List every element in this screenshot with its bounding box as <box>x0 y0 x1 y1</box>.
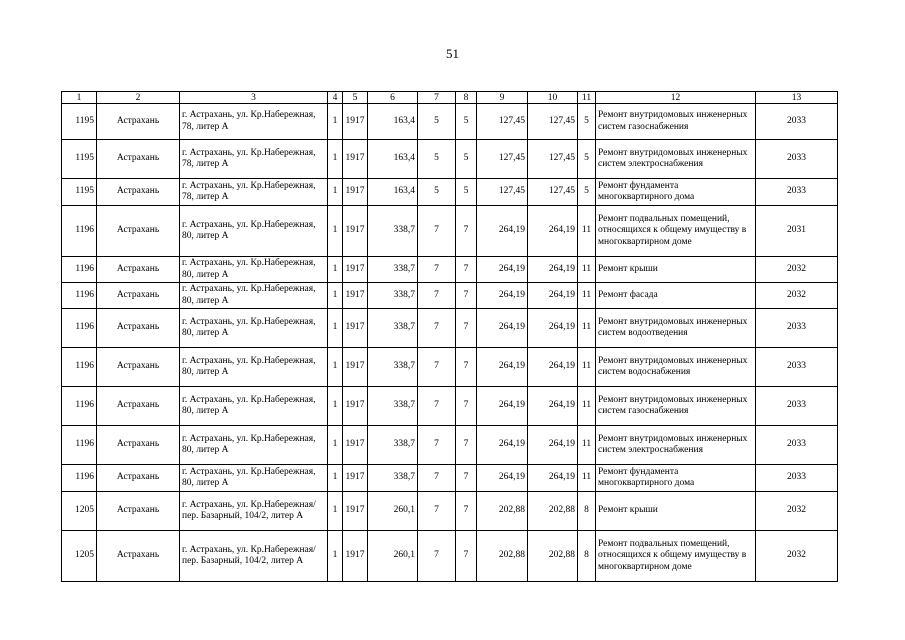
cell-city: Астрахань <box>97 492 180 531</box>
page-number: 51 <box>446 46 459 61</box>
cell-city: Астрахань <box>97 257 180 283</box>
cell-term: 2033 <box>756 140 838 179</box>
cell-address: г. Астрахань, ул. Кр.Набережная, 80, литер А <box>180 426 328 465</box>
cell-year: 1917 <box>343 348 368 387</box>
cell-year: 1917 <box>343 387 368 426</box>
cell-c10: 264,19 <box>528 283 578 309</box>
table-row <box>62 309 838 348</box>
cell-c9: 264,19 <box>477 348 528 387</box>
table-row <box>62 426 838 465</box>
cell-year: 1917 <box>343 179 368 206</box>
table-body <box>62 104 838 582</box>
cell-area: 338,7 <box>368 257 418 283</box>
cell-c9: 264,19 <box>477 387 528 426</box>
cell-c9: 264,19 <box>477 206 528 257</box>
cell-address: г. Астрахань, ул. Кр.Набережная, 80, литер А <box>180 309 328 348</box>
cell-year: 1917 <box>343 104 368 140</box>
cell-c11: 11 <box>578 426 596 465</box>
cell-c9: 264,19 <box>477 309 528 348</box>
cell-c11: 5 <box>578 140 596 179</box>
cell-work: Ремонт фасада <box>596 283 756 309</box>
cell-work: Ремонт фундамента многоквартирного дома <box>596 465 756 492</box>
cell-c9: 264,19 <box>477 283 528 309</box>
cell-c8: 7 <box>456 531 477 582</box>
cell-c4: 1 <box>328 257 343 283</box>
cell-address: г. Астрахань, ул. Кр.Набережная, 80, литер А <box>180 348 328 387</box>
cell-c4: 1 <box>328 309 343 348</box>
column-header: 5 <box>343 92 368 104</box>
cell-area: 338,7 <box>368 309 418 348</box>
cell-n: 1196 <box>62 283 97 309</box>
cell-c10: 202,88 <box>528 531 578 582</box>
cell-c10: 264,19 <box>528 257 578 283</box>
cell-c8: 7 <box>456 309 477 348</box>
cell-year: 1917 <box>343 206 368 257</box>
cell-c10: 264,19 <box>528 206 578 257</box>
cell-c4: 1 <box>328 206 343 257</box>
cell-c11: 8 <box>578 531 596 582</box>
cell-year: 1917 <box>343 531 368 582</box>
cell-c11: 11 <box>578 309 596 348</box>
table-row <box>62 257 838 283</box>
cell-work: Ремонт крыши <box>596 492 756 531</box>
cell-n: 1196 <box>62 465 97 492</box>
cell-area: 163,4 <box>368 104 418 140</box>
cell-area: 338,7 <box>368 465 418 492</box>
cell-c8: 7 <box>456 492 477 531</box>
cell-city: Астрахань <box>97 426 180 465</box>
cell-c7: 5 <box>418 140 456 179</box>
cell-c8: 5 <box>456 140 477 179</box>
cell-c11: 11 <box>578 206 596 257</box>
cell-work: Ремонт фундамента многоквартирного дома <box>596 179 756 206</box>
cell-area: 260,1 <box>368 531 418 582</box>
cell-c9: 202,88 <box>477 531 528 582</box>
cell-city: Астрахань <box>97 309 180 348</box>
cell-c4: 1 <box>328 140 343 179</box>
cell-c9: 127,45 <box>477 140 528 179</box>
cell-address: г. Астрахань, ул. Кр.Набережная, 78, литер А <box>180 140 328 179</box>
cell-year: 1917 <box>343 465 368 492</box>
table-row <box>62 492 838 531</box>
cell-city: Астрахань <box>97 104 180 140</box>
cell-term: 2032 <box>756 531 838 582</box>
cell-address: г. Астрахань, ул. Кр.Набережная, 78, литер А <box>180 179 328 206</box>
cell-city: Астрахань <box>97 206 180 257</box>
cell-term: 2031 <box>756 206 838 257</box>
cell-area: 338,7 <box>368 348 418 387</box>
cell-work: Ремонт внутридомовых инженерных систем газоснабжения <box>596 387 756 426</box>
cell-c9: 127,45 <box>477 104 528 140</box>
cell-n: 1196 <box>62 387 97 426</box>
cell-n: 1196 <box>62 257 97 283</box>
cell-c9: 202,88 <box>477 492 528 531</box>
table-row <box>62 140 838 179</box>
cell-c10: 264,19 <box>528 309 578 348</box>
cell-c4: 1 <box>328 492 343 531</box>
cell-c7: 7 <box>418 309 456 348</box>
cell-city: Астрахань <box>97 387 180 426</box>
cell-c10: 264,19 <box>528 348 578 387</box>
cell-c7: 5 <box>418 179 456 206</box>
cell-c10: 127,45 <box>528 104 578 140</box>
cell-year: 1917 <box>343 283 368 309</box>
cell-c7: 7 <box>418 283 456 309</box>
cell-c7: 7 <box>418 531 456 582</box>
cell-c10: 127,45 <box>528 140 578 179</box>
cell-n: 1196 <box>62 206 97 257</box>
cell-city: Астрахань <box>97 140 180 179</box>
cell-c11: 11 <box>578 387 596 426</box>
cell-address: г. Астрахань, ул. Кр.Набережная, 80, литер А <box>180 257 328 283</box>
cell-c7: 7 <box>418 387 456 426</box>
cell-c4: 1 <box>328 387 343 426</box>
cell-work: Ремонт внутридомовых инженерных систем водоотведения <box>596 309 756 348</box>
cell-n: 1205 <box>62 531 97 582</box>
column-header: 6 <box>368 92 418 104</box>
cell-term: 2033 <box>756 465 838 492</box>
cell-c10: 127,45 <box>528 179 578 206</box>
cell-c11: 11 <box>578 465 596 492</box>
cell-c8: 7 <box>456 465 477 492</box>
cell-work: Ремонт внутридомовых инженерных систем газоснабжения <box>596 104 756 140</box>
cell-work: Ремонт внутридомовых инженерных систем электроснабжения <box>596 140 756 179</box>
table-row <box>62 531 838 582</box>
cell-address: г. Астрахань, ул. Кр.Набережная/пер. Базарный, 104/2, литер А <box>180 492 328 531</box>
table-row <box>62 348 838 387</box>
cell-c7: 7 <box>418 492 456 531</box>
cell-city: Астрахань <box>97 465 180 492</box>
column-header: 3 <box>180 92 328 104</box>
cell-city: Астрахань <box>97 531 180 582</box>
table-row <box>62 206 838 257</box>
cell-c4: 1 <box>328 426 343 465</box>
cell-n: 1195 <box>62 104 97 140</box>
cell-address: г. Астрахань, ул. Кр.Набережная, 78, литер А <box>180 104 328 140</box>
cell-term: 2033 <box>756 348 838 387</box>
cell-c11: 11 <box>578 283 596 309</box>
cell-work: Ремонт внутридомовых инженерных систем водоснабжения <box>596 348 756 387</box>
cell-c7: 7 <box>418 465 456 492</box>
cell-city: Астрахань <box>97 179 180 206</box>
cell-n: 1196 <box>62 426 97 465</box>
cell-c4: 1 <box>328 348 343 387</box>
column-header: 1 <box>62 92 97 104</box>
cell-c9: 264,19 <box>477 257 528 283</box>
cell-area: 163,4 <box>368 179 418 206</box>
cell-c8: 7 <box>456 426 477 465</box>
cell-area: 338,7 <box>368 426 418 465</box>
column-header: 7 <box>418 92 456 104</box>
cell-c7: 5 <box>418 104 456 140</box>
cell-term: 2033 <box>756 387 838 426</box>
cell-c4: 1 <box>328 104 343 140</box>
cell-area: 338,7 <box>368 387 418 426</box>
cell-c8: 5 <box>456 104 477 140</box>
cell-address: г. Астрахань, ул. Кр.Набережная, 80, литер А <box>180 387 328 426</box>
cell-c11: 11 <box>578 257 596 283</box>
cell-c8: 7 <box>456 387 477 426</box>
cell-term: 2032 <box>756 492 838 531</box>
header-row <box>62 92 838 104</box>
cell-n: 1205 <box>62 492 97 531</box>
cell-work: Ремонт подвальных помещений, относящихся к общему имуществу в многоквартирном доме <box>596 206 756 257</box>
column-header: 13 <box>756 92 838 104</box>
cell-city: Астрахань <box>97 348 180 387</box>
column-header: 11 <box>578 92 596 104</box>
cell-c4: 1 <box>328 465 343 492</box>
column-header: 2 <box>97 92 180 104</box>
table-row <box>62 387 838 426</box>
cell-c4: 1 <box>328 283 343 309</box>
cell-n: 1196 <box>62 348 97 387</box>
cell-c8: 7 <box>456 348 477 387</box>
cell-n: 1195 <box>62 179 97 206</box>
cell-work: Ремонт крыши <box>596 257 756 283</box>
cell-term: 2032 <box>756 257 838 283</box>
column-header: 9 <box>477 92 528 104</box>
column-header: 12 <box>596 92 756 104</box>
cell-term: 2033 <box>756 426 838 465</box>
cell-area: 338,7 <box>368 283 418 309</box>
cell-c7: 7 <box>418 257 456 283</box>
table-row <box>62 283 838 309</box>
cell-area: 163,4 <box>368 140 418 179</box>
column-header: 4 <box>328 92 343 104</box>
cell-c8: 7 <box>456 206 477 257</box>
table-row <box>62 104 838 140</box>
table-row <box>62 465 838 492</box>
cell-c11: 11 <box>578 348 596 387</box>
cell-c8: 7 <box>456 257 477 283</box>
cell-c10: 202,88 <box>528 492 578 531</box>
cell-c10: 264,19 <box>528 465 578 492</box>
cell-term: 2032 <box>756 283 838 309</box>
cell-area: 260,1 <box>368 492 418 531</box>
cell-c11: 5 <box>578 179 596 206</box>
cell-c7: 7 <box>418 348 456 387</box>
cell-year: 1917 <box>343 257 368 283</box>
cell-c11: 8 <box>578 492 596 531</box>
cell-c8: 5 <box>456 179 477 206</box>
cell-city: Астрахань <box>97 283 180 309</box>
column-header: 8 <box>456 92 477 104</box>
cell-address: г. Астрахань, ул. Кр.Набережная, 80, литер А <box>180 206 328 257</box>
cell-c4: 1 <box>328 179 343 206</box>
cell-work: Ремонт внутридомовых инженерных систем электроснабжения <box>596 426 756 465</box>
cell-c10: 264,19 <box>528 387 578 426</box>
cell-term: 2033 <box>756 179 838 206</box>
cell-term: 2033 <box>756 309 838 348</box>
cell-work: Ремонт подвальных помещений, относящихся к общему имуществу в многоквартирном доме <box>596 531 756 582</box>
cell-c7: 7 <box>418 426 456 465</box>
cell-area: 338,7 <box>368 206 418 257</box>
cell-c9: 264,19 <box>477 426 528 465</box>
cell-year: 1917 <box>343 492 368 531</box>
cell-address: г. Астрахань, ул. Кр.Набережная/пер. Базарный, 104/2, литер А <box>180 531 328 582</box>
cell-c7: 7 <box>418 206 456 257</box>
column-header: 10 <box>528 92 578 104</box>
cell-address: г. Астрахань, ул. Кр.Набережная, 80, литер А <box>180 465 328 492</box>
cell-year: 1917 <box>343 426 368 465</box>
cell-address: г. Астрахань, ул. Кр.Набережная, 80, литер А <box>180 283 328 309</box>
table-row <box>62 179 838 206</box>
cell-c10: 264,19 <box>528 426 578 465</box>
cell-n: 1195 <box>62 140 97 179</box>
cell-c11: 5 <box>578 104 596 140</box>
cell-c9: 127,45 <box>477 179 528 206</box>
cell-year: 1917 <box>343 140 368 179</box>
capital-repair-table <box>61 91 838 582</box>
cell-n: 1196 <box>62 309 97 348</box>
cell-year: 1917 <box>343 309 368 348</box>
cell-c8: 7 <box>456 283 477 309</box>
cell-term: 2033 <box>756 104 838 140</box>
cell-c9: 264,19 <box>477 465 528 492</box>
cell-c4: 1 <box>328 531 343 582</box>
